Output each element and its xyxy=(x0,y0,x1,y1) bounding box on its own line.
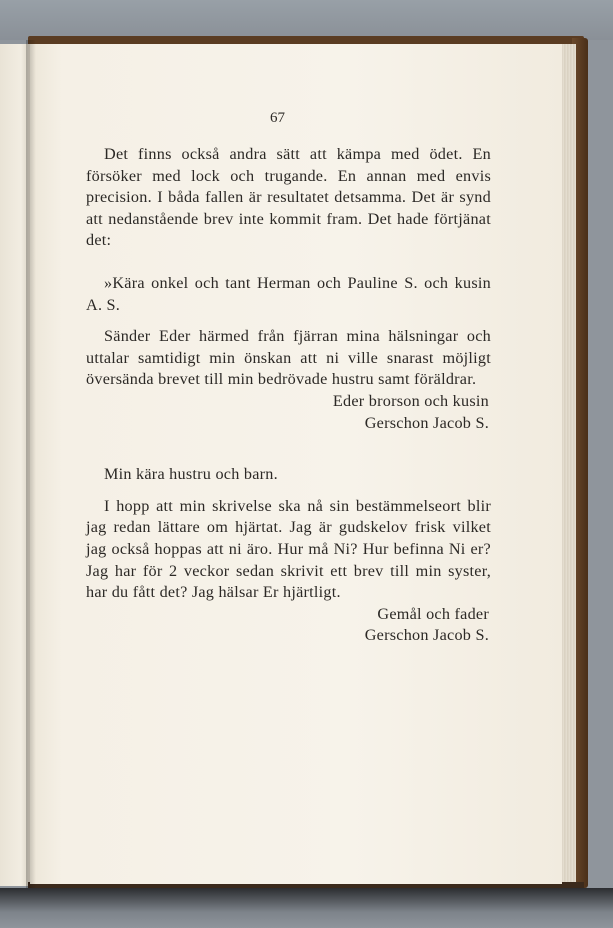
letter2-signature xyxy=(86,604,491,647)
book-cover-top-edge xyxy=(28,36,584,44)
letter2-signature-line1: Gemål och fader xyxy=(377,604,489,623)
letter2-body: I hopp att min skrivelse ska nå sin bestämmelseort blir jag redan lättare om hjärtat. Jag är gudskelov frisk vilket jag också hoppas att ni äro. Hur må Ni? Hur befinna Ni er? Jag har för 2 veckor sedan skrivit ett brev till min syster, har du fått det? Jag hälsar Er hjärtligt. xyxy=(86,496,491,602)
letter1-signature-line1: Eder brorson och kusin xyxy=(332,391,489,410)
letter2-signature-line2: Gerschon Jacob S. xyxy=(364,626,489,645)
page-text xyxy=(86,144,491,647)
scan-background-bottom xyxy=(0,888,613,928)
book-page xyxy=(30,44,562,884)
letter1-signature-line2: Gerschon Jacob S. xyxy=(364,413,489,432)
page-stack-edges xyxy=(560,44,576,884)
spine-shadow xyxy=(26,40,36,888)
letter1-signature xyxy=(86,391,491,434)
letter2-salutation: Min kära hustru och barn. xyxy=(104,465,278,484)
letter1-body: Sänder Eder härmed från fjärran mina hälsningar och uttalar samtidigt min önskan att ni ville snarast möjligt översända brevet till min bedrövade hustru samt föräldrar. xyxy=(86,327,491,389)
scan-background-top xyxy=(0,0,613,40)
letter1-salutation: »Kära onkel och tant Herman och Pauline S. och kusin A. S. xyxy=(86,273,491,314)
paragraph-intro: Det finns också andra sätt att kämpa med ödet. En försöker med lock och trugande. En annan med envis precision. I båda fallen är resultatet detsamma. Det är synd att nedanstående brev inte kommit fram. Det hade förtjänat det: xyxy=(86,145,491,250)
page-number: 67 xyxy=(270,110,285,126)
